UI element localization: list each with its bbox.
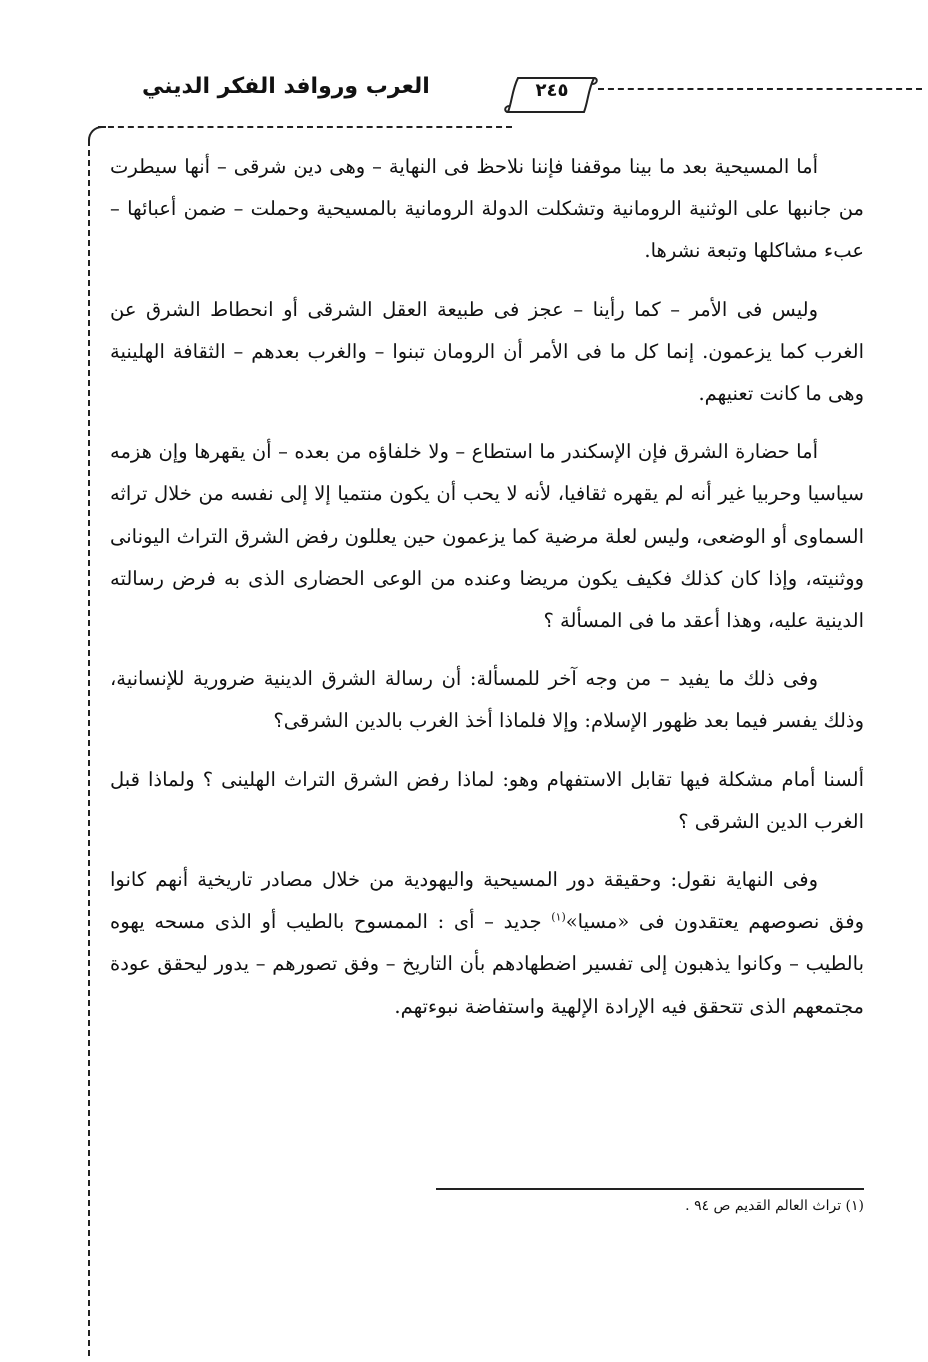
running-header-title: العرب وروافد الفكر الديني	[142, 74, 430, 99]
paragraph: ألسنا أمام مشكلة فيها تقابل الاستفهام وهو: لماذا رفض الشرق التراث الهلينى ؟ ولماذا قبل الغرب الدين الشرقى ؟	[110, 767, 864, 833]
paragraph: أما المسيحية بعد ما بينا موقفنا فإننا نلاحظ فى النهاية – وهى دين شرقى – أنها سيطرت من جانبها على الوثنية الرومانية وتشكلت الدولة الرومانية بالمسيحية وحملت – ضمن أعبائها – عبء مشاكلها وتبعة نشرها.	[110, 155, 864, 263]
paragraph	[110, 859, 864, 1028]
page-number: ٢٤٥	[535, 80, 569, 101]
footnote-reference: (١)	[551, 910, 566, 924]
body-text	[110, 146, 864, 1044]
paragraph-text: وفى النهاية نقول: وحقيقة دور المسيحية واليهودية من خلال مصادر تاريخية أنهم كانوا وفق نصوصهم يعتقدون فى «مسيا»	[110, 868, 864, 934]
paragraph: وفى ذلك ما يفيد – من وجه آخر للمسألة: أن رسالة الشرق الدينية ضرورية للإنسانية، وذلك يفسر فيما بعد ظهور الإسلام: وإلا فلماذا أخذ الغرب بالدين الشرقى؟	[110, 667, 864, 733]
header-dashed-rule	[598, 88, 922, 90]
paragraph-text: جديد – أى : الممسوح بالطيب أو الذى مسحه يهوه بالطيب – وكانوا يذهبون إلى تفسير اضطهادهم بأن التاريخ – وفق تصورهم – يدور ليحقق عودة مجتمعهم الذى تتحقق فيه الإرادة الإلهية واستفاضة نبوءتهم.	[110, 910, 864, 1018]
paragraph: وليس فى الأمر – كما رأينا – عجز فى طبيعة العقل الشرقى أو انحطاط الشرق عن الغرب كما يزعمون. إنما كل ما فى الأمر أن الرومان تبنوا – والغرب بعدهم – الثقافة الهلينية وهى ما كانت تعنيهم.	[110, 297, 864, 406]
footnote: (١) تراث العالم القديم ص ٩٤ .	[685, 1198, 864, 1214]
frame-corner	[88, 126, 106, 144]
frame-top-rule	[98, 126, 512, 128]
paragraph: أما حضارة الشرق فإن الإسكندر ما استطاع – ولا خلفاؤه من بعده – أن يقهرها وإن هزمه سياسيا وحربيا غير أنه لم يقهره ثقافيا، لأنه لا يحب أن يكون منتميا إلا إلى نفسه من خلال تراثه السماوى أو الوضعى، وليس لعلة مرضية كما يزعمون حين يعللون رفض الشرق التراث اليونانى ووثنيته، وإذا كان كذلك فكيف يكون مريضا وعنده من الوعى الحضارى الذى به فرض رسالته الدينية عليه، وهذا أعقد ما فى المسألة ؟	[110, 440, 864, 633]
footnote-separator	[436, 1188, 864, 1190]
frame-left-rule	[88, 140, 90, 1356]
